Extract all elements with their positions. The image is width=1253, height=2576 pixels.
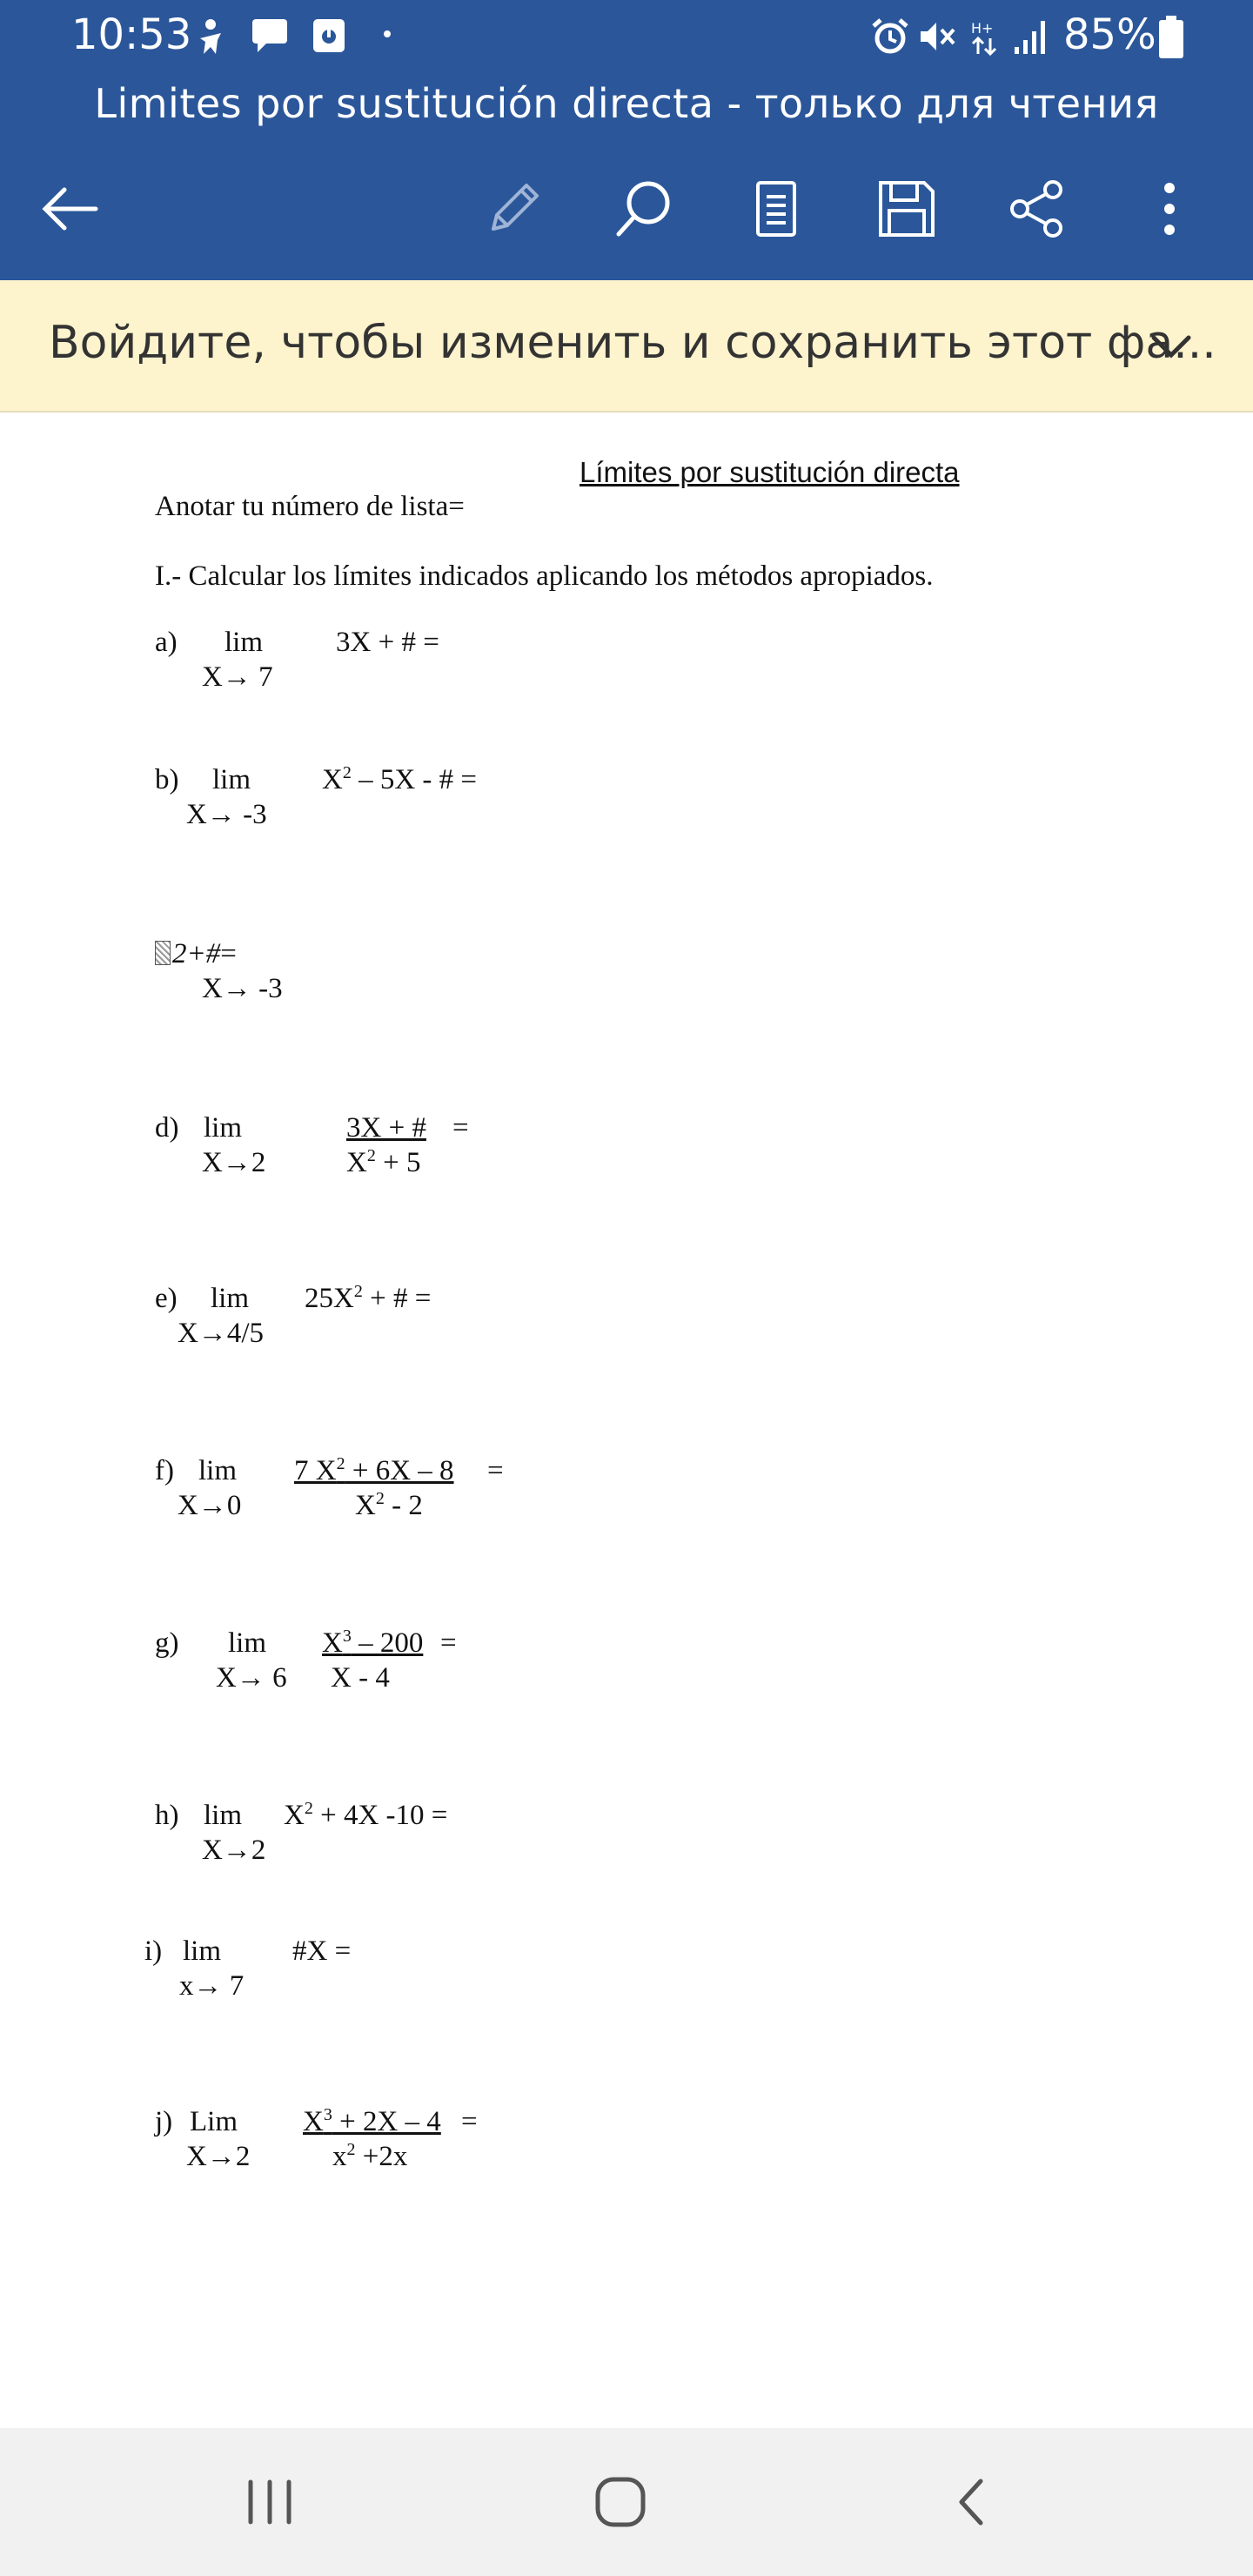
expression: $X^2 - 5X$ - # =: [322, 763, 478, 795]
fraction-denominator: $x^2 +2x$: [332, 2140, 408, 2172]
document-heading: Límites por sustitución directa: [580, 456, 960, 488]
lim-approach: X→0: [178, 1490, 242, 1521]
svg-text:H+: H+: [971, 20, 994, 37]
lim-approach: X→ -3: [186, 799, 267, 830]
fraction-denominator: $X^2 + 5$: [346, 1146, 421, 1178]
lim-label: lim: [204, 1800, 243, 1831]
lim-approach: X→ 6: [216, 1662, 287, 1694]
problem-label: d): [155, 1112, 179, 1144]
document-page: [0, 413, 1253, 2428]
expression: $25X^2$ + # =: [305, 1282, 432, 1314]
lim-approach: x→ 7: [179, 1970, 245, 2002]
lim-label: lim: [204, 1112, 243, 1144]
list-number-prompt: Anotar tu número de lista=: [155, 491, 465, 522]
save-button[interactable]: [872, 174, 941, 244]
app-header: [0, 0, 1253, 280]
alarm-icon: [870, 17, 910, 56]
lim-approach: X→4/5: [178, 1318, 264, 1349]
equals-sign: =: [452, 1112, 469, 1144]
lim-label: lim: [228, 1627, 267, 1659]
share-icon: [1008, 179, 1067, 238]
fraction-denominator: $X^2 - 2$: [355, 1489, 423, 1521]
problem-label: a): [155, 627, 178, 658]
back-arrow-icon: [38, 184, 101, 233]
save-icon: [877, 179, 936, 238]
search-icon: [613, 178, 674, 239]
problem-label: b): [155, 764, 179, 795]
status-time: 10:53: [71, 10, 192, 59]
lim-label: lim: [212, 764, 251, 795]
nav-back-button[interactable]: [931, 2467, 1009, 2537]
problem-label: e): [155, 1283, 178, 1314]
problem-label: h): [155, 1800, 179, 1831]
lim-approach: X→2: [202, 1147, 266, 1178]
sign-in-banner[interactable]: [0, 280, 1253, 413]
home-button[interactable]: [581, 2467, 660, 2537]
edit-button[interactable]: [479, 174, 548, 244]
expression: 2+#=: [155, 940, 237, 969]
problem-label: i): [144, 1935, 163, 1967]
accessibility-icon: [193, 17, 228, 57]
lim-approach: X→2: [186, 2141, 251, 2172]
problem-label: g): [155, 1627, 179, 1659]
system-navigation-bar: [0, 2428, 1253, 2576]
battery-percentage: 85%: [1063, 10, 1156, 59]
lim-label: lim: [224, 627, 264, 658]
more-options-button[interactable]: [1135, 174, 1204, 244]
signal-icon: [1011, 17, 1051, 56]
recent-apps-button[interactable]: [231, 2467, 309, 2537]
problem-label: j): [155, 2106, 173, 2137]
equals-sign: =: [461, 2106, 478, 2137]
lim-approach: X→ 7: [202, 661, 273, 693]
expression: 3X + # =: [336, 627, 439, 658]
message-icon: [251, 17, 289, 52]
document-title: Limites por sustitución directa - только для чтения: [94, 80, 1159, 127]
share-button[interactable]: [1002, 174, 1072, 244]
notification-dot-icon: [383, 30, 392, 38]
lim-label: lim: [183, 1935, 222, 1967]
lim-approach: X→ -3: [202, 973, 283, 1004]
fraction-numerator: 7 $X^2 + 6X - 8$: [294, 1454, 454, 1486]
network-hplus-icon: [969, 17, 999, 56]
fraction-numerator: $X^3 + 2X - 4$: [303, 2105, 441, 2137]
reading-view-icon: [754, 179, 798, 238]
expression: #X =: [292, 1935, 352, 1967]
chevron-down-icon[interactable]: [1147, 327, 1196, 366]
problem-label: f): [155, 1455, 174, 1486]
back-icon: [953, 2476, 988, 2528]
equals-sign: =: [440, 1627, 457, 1659]
lim-label: lim: [211, 1283, 250, 1314]
equals-sign: =: [487, 1455, 504, 1486]
battery-icon: [1157, 16, 1185, 59]
missing-glyph-icon: [155, 941, 171, 965]
instructions: I.- Calcular los límites indicados aplicando los métodos apropiados.: [155, 560, 934, 592]
reading-view-button[interactable]: [741, 174, 811, 244]
search-button[interactable]: [609, 174, 679, 244]
lim-approach: X→2: [202, 1835, 266, 1866]
banner-message: Войдите, чтобы изменить и сохранить этот фа...: [49, 317, 1216, 369]
fraction-numerator: $X^3 - 200$: [322, 1627, 424, 1659]
fraction-numerator: 3X + #: [346, 1112, 426, 1144]
fraction-denominator: X - 4: [331, 1662, 390, 1694]
back-button[interactable]: [35, 174, 104, 244]
lim-label: Lim: [190, 2106, 238, 2137]
more-vertical-icon: [1161, 181, 1178, 237]
recent-apps-icon: [244, 2479, 296, 2526]
lim-label: lim: [198, 1455, 238, 1486]
pencil-icon: [485, 180, 542, 238]
home-icon: [593, 2474, 648, 2530]
expression: $X^2 + 4X$ -10 =: [284, 1799, 448, 1831]
media-icon: [312, 17, 346, 54]
mute-icon: [917, 17, 957, 56]
